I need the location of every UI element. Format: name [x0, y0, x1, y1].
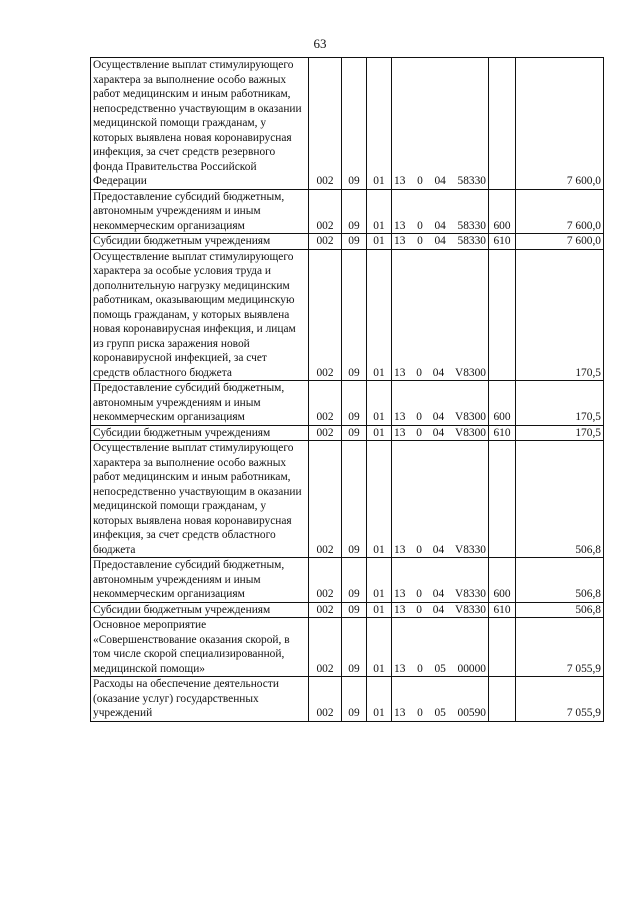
expense-type-code: 600 — [489, 189, 516, 234]
expense-type-code: 610 — [489, 234, 516, 250]
row-name: Субсидии бюджетным учреждениям — [91, 234, 309, 250]
table-row — [91, 677, 604, 722]
section-code: 09 — [342, 677, 367, 722]
ministry-code: 002 — [309, 677, 342, 722]
amount: 7 600,0 — [516, 189, 604, 234]
target-article-code — [392, 441, 489, 558]
subsection-code: 01 — [367, 558, 392, 603]
csr-direction: V8330 — [454, 543, 486, 556]
ministry-code: 002 — [309, 58, 342, 190]
csr-direction: 58330 — [457, 219, 486, 232]
amount: 7 055,9 — [516, 677, 604, 722]
target-article-code — [392, 618, 489, 677]
csr-program: 13 — [394, 366, 406, 379]
amount: 506,8 — [516, 558, 604, 603]
expense-type-code — [489, 618, 516, 677]
csr-program: 13 — [394, 662, 406, 675]
csr-program: 13 — [394, 175, 406, 187]
csr-subprogram: 0 — [416, 426, 422, 439]
ministry-code: 002 — [309, 441, 342, 558]
csr-event: 04 — [434, 175, 446, 187]
ministry-code: 002 — [309, 249, 342, 381]
target-article-code — [392, 381, 489, 426]
row-name: Субсидии бюджетным учреждениям — [91, 602, 309, 618]
row-name: Предоставление субсидий бюджетным, автономным учреждениям и иным некоммерческим организациям — [91, 189, 309, 234]
csr-event: 04 — [432, 366, 445, 379]
csr-event: 05 — [434, 707, 446, 719]
csr-event: 04 — [432, 411, 445, 423]
ministry-code: 002 — [309, 189, 342, 234]
csr-event: 05 — [434, 662, 446, 675]
csr-direction: 00590 — [457, 707, 486, 719]
csr-subprogram: 0 — [417, 219, 423, 232]
csr-direction: V8330 — [454, 588, 486, 600]
page-number: 63 — [313, 36, 327, 51]
target-article-code — [392, 602, 489, 618]
table-row — [91, 602, 604, 618]
table-row — [91, 558, 604, 603]
amount: 506,8 — [516, 441, 604, 558]
csr-event: 04 — [432, 543, 445, 556]
subsection-code: 01 — [367, 425, 392, 441]
ministry-code: 002 — [309, 558, 342, 603]
row-name: Осуществление выплат стимулирующего характера за выполнение особо важных работ медицинским и иным работникам, непосредственно участвующим в оказании медицинской помощи гражданам, у которых выявлена новая коронавирусная инфекция, за счет средств областного бюджета — [91, 441, 309, 558]
target-article-code — [392, 189, 489, 234]
subsection-code: 01 — [367, 602, 392, 618]
csr-direction: V8300 — [454, 426, 486, 439]
subsection-code: 01 — [367, 618, 392, 677]
subsection-code: 01 — [367, 381, 392, 426]
csr-direction: V8300 — [454, 366, 486, 379]
csr-event: 04 — [434, 235, 446, 247]
expense-type-code — [489, 441, 516, 558]
subsection-code: 01 — [367, 189, 392, 234]
expense-type-code — [489, 677, 516, 722]
csr-subprogram: 0 — [417, 662, 423, 675]
section-code: 09 — [342, 189, 367, 234]
subsection-code: 01 — [367, 249, 392, 381]
table-row — [91, 381, 604, 426]
amount: 7 055,9 — [516, 618, 604, 677]
amount: 170,5 — [516, 249, 604, 381]
row-name: Основное мероприятие «Совершенствование оказания скорой, в том числе скорой специализированной, медицинской помощи» — [91, 618, 309, 677]
table-body — [91, 58, 604, 722]
target-article-code — [392, 677, 489, 722]
csr-subprogram: 0 — [416, 411, 422, 423]
expense-type-code: 610 — [489, 602, 516, 618]
subsection-code: 01 — [367, 677, 392, 722]
csr-direction: V8300 — [454, 411, 486, 423]
row-name: Предоставление субсидий бюджетным, автономным учреждениям и иным некоммерческим организациям — [91, 381, 309, 426]
amount: 7 600,0 — [516, 234, 604, 250]
expense-type-code — [489, 249, 516, 381]
csr-direction: 58330 — [457, 235, 486, 247]
table-row — [91, 441, 604, 558]
row-name: Предоставление субсидий бюджетным, автономным учреждениям и иным некоммерческим организациям — [91, 558, 309, 603]
budget-table — [90, 57, 604, 722]
table-row — [91, 249, 604, 381]
csr-event: 04 — [432, 603, 445, 616]
expense-type-code: 600 — [489, 558, 516, 603]
csr-event: 04 — [432, 426, 445, 439]
csr-program: 13 — [394, 543, 406, 556]
table-row — [91, 58, 604, 190]
target-article-code — [392, 558, 489, 603]
csr-program: 13 — [394, 426, 406, 439]
csr-program: 13 — [394, 219, 406, 232]
amount: 170,5 — [516, 425, 604, 441]
row-name: Расходы на обеспечение деятельности (оказание услуг) государственных учреждений — [91, 677, 309, 722]
expense-type-code: 600 — [489, 381, 516, 426]
row-name: Осуществление выплат стимулирующего характера за особые условия труда и дополнительную нагрузку медицинским работникам, оказывающим медицинскую помощь гражданам, у которых выявлена новая коронавирусная инфекция, и лицам из групп риска заражения новой коронавирусной инфекцией, за счет средств областного бюджета — [91, 249, 309, 381]
subsection-code: 01 — [367, 58, 392, 190]
ministry-code: 002 — [309, 618, 342, 677]
csr-event: 04 — [432, 588, 445, 600]
csr-direction: 58330 — [457, 175, 486, 187]
csr-program: 13 — [394, 707, 406, 719]
target-article-code — [392, 425, 489, 441]
section-code: 09 — [342, 234, 367, 250]
target-article-code — [392, 58, 489, 190]
csr-program: 13 — [394, 588, 406, 600]
section-code: 09 — [342, 381, 367, 426]
section-code: 09 — [342, 558, 367, 603]
row-name: Осуществление выплат стимулирующего характера за выполнение особо важных работ медицинским и иным работникам, непосредственно участвующим в оказании медицинской помощи гражданам, у которых выявлена новая коронавирусная инфекция, за счет средств резервного фонда Правительства Российской Федерации — [91, 58, 309, 190]
ministry-code: 002 — [309, 602, 342, 618]
section-code: 09 — [342, 249, 367, 381]
target-article-code — [392, 249, 489, 381]
csr-program: 13 — [394, 603, 406, 616]
section-code: 09 — [342, 425, 367, 441]
section-code: 09 — [342, 602, 367, 618]
csr-subprogram: 0 — [416, 366, 422, 379]
csr-subprogram: 0 — [416, 543, 422, 556]
section-code: 09 — [342, 441, 367, 558]
section-code: 09 — [342, 618, 367, 677]
csr-subprogram: 0 — [416, 588, 422, 600]
expense-type-code — [489, 58, 516, 190]
amount: 7 600,0 — [516, 58, 604, 190]
subsection-code: 01 — [367, 234, 392, 250]
table-row — [91, 234, 604, 250]
section-code: 09 — [342, 58, 367, 190]
table-row — [91, 425, 604, 441]
csr-program: 13 — [394, 235, 406, 247]
csr-subprogram: 0 — [417, 175, 423, 187]
csr-subprogram: 0 — [417, 235, 423, 247]
ministry-code: 002 — [309, 234, 342, 250]
row-name: Субсидии бюджетным учреждениям — [91, 425, 309, 441]
csr-subprogram: 0 — [417, 707, 423, 719]
subsection-code: 01 — [367, 441, 392, 558]
csr-direction: V8330 — [454, 603, 486, 616]
ministry-code: 002 — [309, 425, 342, 441]
expense-type-code: 610 — [489, 425, 516, 441]
ministry-code: 002 — [309, 381, 342, 426]
csr-subprogram: 0 — [416, 603, 422, 616]
csr-program: 13 — [394, 411, 406, 423]
target-article-code — [392, 234, 489, 250]
amount: 170,5 — [516, 381, 604, 426]
amount: 506,8 — [516, 602, 604, 618]
csr-event: 04 — [434, 219, 446, 232]
csr-direction: 00000 — [457, 662, 486, 675]
table-row — [91, 189, 604, 234]
table-row — [91, 618, 604, 677]
